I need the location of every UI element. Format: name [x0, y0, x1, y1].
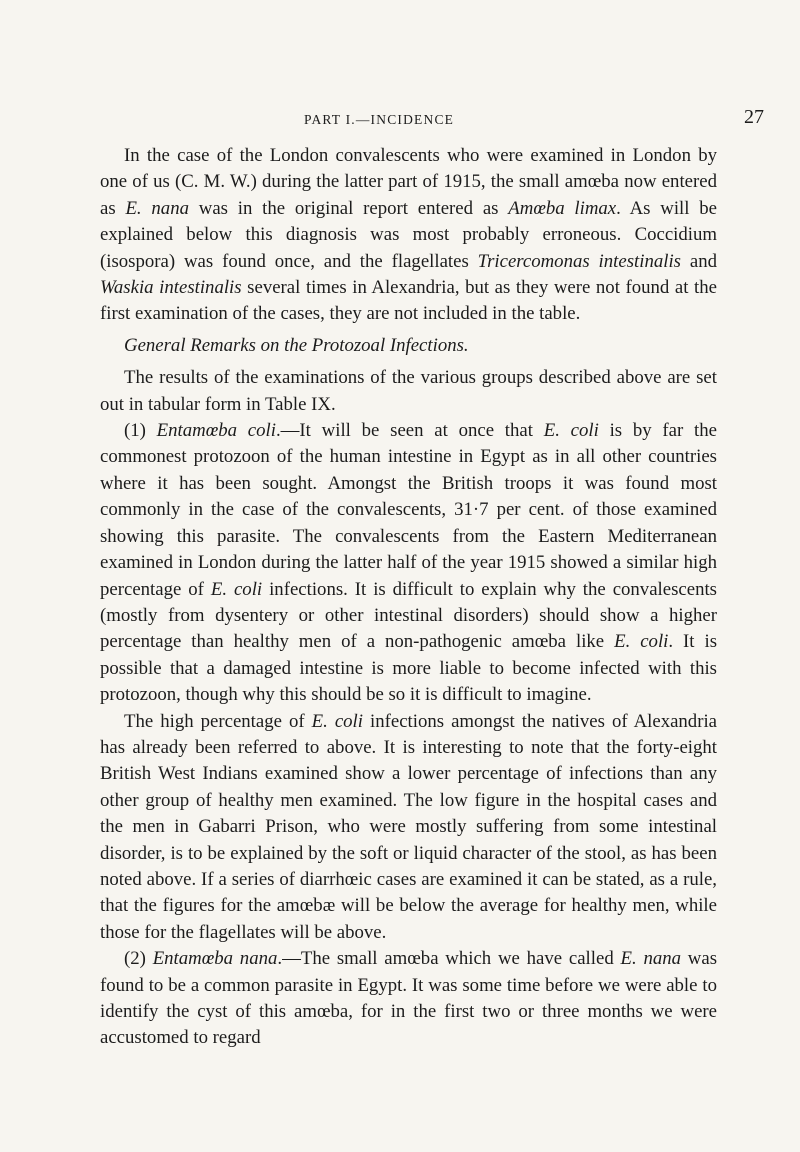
species-name: Tricercomonas intestinalis: [477, 250, 681, 272]
body-text: [100, 143, 717, 1052]
species-name: E. coli: [614, 631, 669, 653]
species-name: Entamœba nana: [152, 948, 278, 970]
paragraph-entamoeba-nana: [100, 946, 717, 1052]
text-run: The high percentage of: [124, 710, 312, 732]
paragraph-london-convalescents: [100, 143, 717, 328]
section-heading: General Remarks on the Protozoal Infections.: [124, 334, 469, 356]
paragraph-natives-alexandria: [100, 709, 717, 947]
species-name: E. coli: [311, 710, 363, 732]
text-run: (1): [124, 420, 157, 442]
text-run: several times in Alexandria, but as they were not found at the first examination of the cases, they are not included in the table.: [100, 277, 717, 325]
text-run: infections. It is difficult to explain why the convalescents (mostly from dysentery or other intestinal disorders) should show a higher percentage than healthy men of a non-pathogenic amœba like: [100, 578, 717, 653]
page-header: [0, 104, 800, 134]
text-run: .—It will be seen at once that: [275, 420, 544, 442]
species-name: Entamœba coli: [156, 420, 276, 442]
text-run: (2): [124, 948, 153, 970]
paragraph-entamoeba-coli: [100, 418, 717, 708]
species-name: Waskia intestinalis: [100, 277, 242, 299]
running-head: PART I.—INCIDENCE: [304, 112, 455, 127]
species-name: E. nana: [620, 948, 682, 970]
paragraph-results-intro: The results of the examinations of the various groups described above are set out in tabular form in Table IX.: [100, 367, 717, 415]
text-run: infections amongst the natives of Alexandria has already been referred to above. It is interesting to note that the forty-eight British West Indians examined show a lower percentage of infections than any other group of healthy men examined. The low figure in the hospital cases and the men in Gabarri Prison, who were mostly suffering from some intestinal disorder, is to be explained by the soft or liquid character of the stool, as has been noted above. If a series of diarrhœic cases are examined it can be stated, as a rule, that the figures for the amœbæ will be below the average for healthy men, while those for the flagellates will be above.: [100, 710, 718, 943]
text-run: was found to be a common parasite in Egypt. It was some time before we were able to identify the cyst of this amœba, for in the first two or three months we were accustomed to regard: [100, 948, 717, 1049]
species-name: Amœba limax: [508, 197, 617, 219]
species-name: E. coli: [210, 578, 263, 600]
text-run: and: [680, 250, 717, 272]
text-run: . As will be explained below this diagnosis was most probably erroneous. Coccidium (isospora) was found once, and the flagellates: [100, 197, 718, 272]
text-run: is by far the commonest protozoon of the human intestine in Egypt as in all other countries where it has been sought. Amongst the British troops it was found most commonly in the case of the convalescents, 31·7 per cent. of those examined showing this parasite. The convalescents from the Eastern Mediterranean examined in London during the latter half of the year 1915 showed a similar high percentage of: [100, 420, 717, 600]
text-run: .—The small amœba which we have called: [277, 948, 621, 970]
page-number: 27: [744, 106, 764, 128]
species-name: E. coli: [543, 420, 599, 442]
text-run: . It is possible that a damaged intestine is more liable to become infected with this protozoon, though why this should be so it is difficult to imagine.: [100, 631, 717, 706]
species-name: E. nana: [125, 197, 189, 219]
text-run: was in the original report entered as: [188, 197, 509, 219]
text-run: In the case of the London convalescents who were examined in London by one of us (C. M. W.) during the latter part of 1915, the small amœba now entered as: [100, 145, 717, 219]
